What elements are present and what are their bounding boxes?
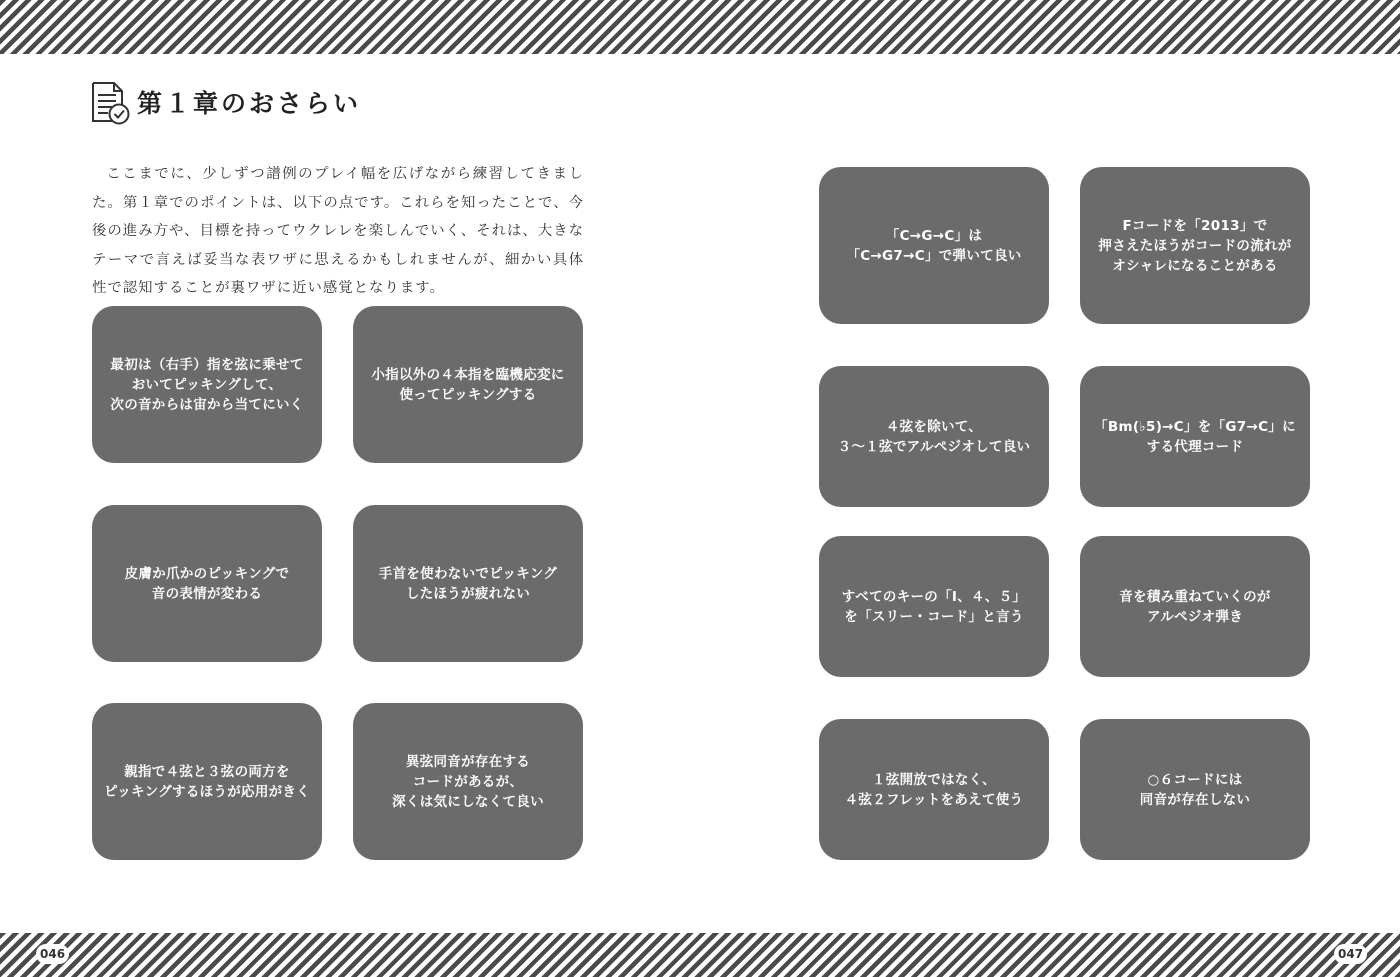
page-title: 第１章のおさらい <box>137 89 362 118</box>
summary-card <box>819 536 1049 677</box>
summary-card-text: 手首を使わないでピッキング したほうが疲れない <box>378 565 558 602</box>
top-stripe-border <box>0 0 1400 54</box>
summary-card <box>1080 719 1310 860</box>
summary-card <box>353 703 583 860</box>
page-number-right: 047 <box>1334 944 1367 964</box>
summary-card-text: 皮膚か爪かのピッキングで 音の表情が変わる <box>124 565 290 602</box>
summary-card <box>1080 167 1310 324</box>
summary-card <box>1080 366 1310 507</box>
summary-card-text: 最初は（右手）指を弦に乗せて おいてピッキングして、 次の音からは宙から当てにいく <box>110 356 304 413</box>
summary-card-text: 音を積み重ねていくのが アルペジオ弾き <box>1119 588 1271 625</box>
summary-card <box>92 505 322 662</box>
document-check-icon <box>90 80 132 126</box>
summary-card-text: １弦開放ではなく、 ４弦２フレットをあえて使う <box>844 771 1024 808</box>
summary-card <box>353 505 583 662</box>
summary-card-text: ○６コードには 同音が存在しない <box>1139 771 1251 808</box>
summary-card-text: 親指で４弦と３弦の両方を ピッキングするほうが応用がきく <box>103 763 311 800</box>
bottom-stripe-border <box>0 933 1400 977</box>
summary-card-text: 小指以外の４本指を臨機応変に 使ってピッキングする <box>371 366 565 403</box>
summary-card <box>1080 536 1310 677</box>
summary-card <box>92 703 322 860</box>
summary-card <box>92 306 322 463</box>
page-number-left: 046 <box>36 944 69 964</box>
summary-card <box>819 719 1049 860</box>
summary-card-text: ４弦を除いて、 ３〜１弦でアルペジオして良い <box>837 418 1031 455</box>
summary-card <box>819 366 1049 507</box>
summary-card <box>819 167 1049 324</box>
summary-card-text: 「Bm(♭5)→C」を「G7→C」に する代理コード <box>1094 418 1296 455</box>
summary-card <box>353 306 583 463</box>
summary-card-text: Fコードを「2013」で 押さえたほうがコードの流れが オシャレになることがある <box>1098 217 1292 274</box>
summary-card-text: すべてのキーの「Ⅰ、４、５」 を「スリー・コード」と言う <box>841 588 1027 625</box>
summary-card-text: 「C→G→C」は 「C→G7→C」で弾いて良い <box>846 227 1022 264</box>
summary-card-text: 異弦同音が存在する コードがあるが、 深くは気にしなくて良い <box>392 753 544 810</box>
intro-paragraph: ここまでに、少しずつ譜例のプレイ幅を広げながら練習してきました。第１章でのポイントは、以下の点です。これらを知ったことで、今後の進み方や、目標を持ってウクレレを楽しんでいく、それは、大きなテーマで言えば妥当な表ワザに思えるかもしれませんが、細かい具体性で認知することが裏ワザに近い感覚となります。 <box>92 166 584 296</box>
